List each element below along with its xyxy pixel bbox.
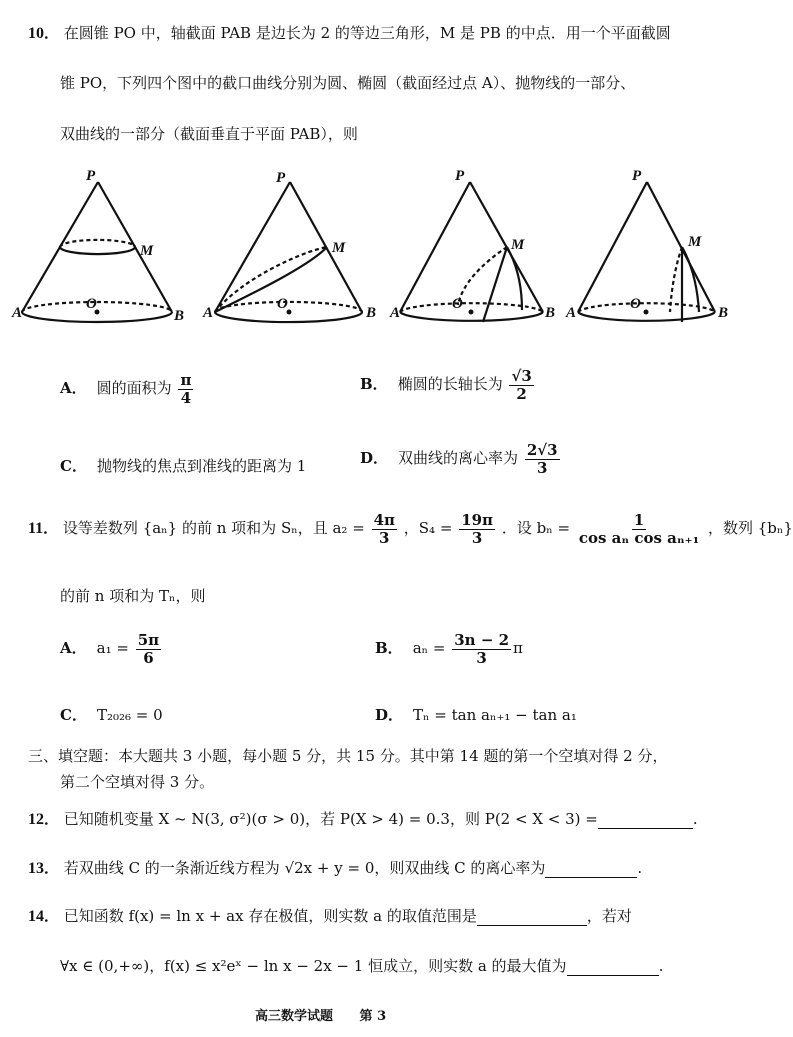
q13-answer-blank[interactable] — [545, 859, 637, 878]
fig2-label-m: M — [332, 240, 346, 256]
q13: 13． 若双曲线 C 的一条渐近线方程为 √2x + y = 0，则双曲线 C 的离心率为 . — [28, 859, 643, 877]
fig3-label-a: A — [390, 305, 401, 321]
fig3-label-b: B — [545, 305, 556, 321]
q14-answer-blank-1[interactable] — [477, 907, 587, 926]
fig2-label-b: B — [366, 305, 377, 321]
q10-text-1: 在圆锥 PO 中，轴截面 PAB 是边长为 2 的等边三角形，M 是 PB 的中点．用一个平面截圆 — [63, 24, 671, 42]
fig4-label-a: A — [566, 305, 577, 321]
q14-line1: 14． 已知函数 f(x) = ln x + ax 存在极值，则实数 a 的取值范围是 ，若对 — [28, 907, 632, 925]
fig4-label-p: P — [632, 168, 642, 184]
q10-line1: 10． 在圆锥 PO 中，轴截面 PAB 是边长为 2 的等边三角形，M 是 PB 的中点．用一个平面截圆 — [28, 24, 671, 42]
q10-line2: 锥 PO，下列四个图中的截口曲线分别为圆、椭圆（截面经过点 A）、抛物线的一部分、 — [60, 74, 636, 92]
fig1-label-o: O — [86, 296, 97, 312]
cone-figures — [0, 160, 768, 360]
fig4-label-o: O — [630, 296, 641, 312]
fig3-label-o: O — [452, 296, 463, 312]
q12: 12． 已知随机变量 X ~ N(3, σ²)(σ > 0)，若 P(X > 4) = 0.3，则 P(2 < X < 3) = . — [28, 810, 698, 828]
q10-option-c: C． 抛物线的焦点到准线的距离为 1 — [60, 457, 307, 475]
q14-answer-blank-2[interactable] — [567, 957, 659, 976]
fig2-label-o: O — [277, 296, 288, 312]
section3-heading-2: 第二个空填对得 3 分。 — [60, 773, 215, 791]
cone-figure-hyperbola — [578, 182, 715, 322]
fig4-label-b: B — [718, 305, 729, 321]
section3-heading: 三、填空题：本大题共 3 小题，每小题 5 分，共 15 分。其中第 14 题的第一个空填对得 2 分， — [28, 747, 668, 765]
q10-option-d: D． 双曲线的离心率为 $\frac{2√3}{3}$ — [360, 441, 558, 477]
fig2-label-a: A — [203, 305, 214, 321]
fig1-label-b: B — [174, 308, 185, 324]
q10-option-b: B． 椭圆的长轴长为 $\frac{√3}{2}$ — [360, 367, 532, 403]
q11-option-d: D． Tₙ = tan aₙ₊₁ − tan a₁ — [375, 706, 577, 724]
footer — [255, 1005, 386, 1024]
q12-answer-blank[interactable] — [598, 810, 693, 829]
fig3-label-m: M — [511, 237, 525, 253]
q11-line1: 11． 设等差数列 {aₙ} 的前 n 项和为 Sₙ，且 a₂ = $\frac{4\pi}{3}$ ，S₄ = $\frac{19\pi}{3}$ ．设 bₙ = $\frac{1}{\text{cos aₙ cos aₙ₊₁}}$ ，数列 {bₙ} — [28, 511, 793, 547]
q10-line3: 双曲线的一部分（截面垂直于平面 PAB），则 — [60, 125, 358, 143]
q10-option-a: A． 圆的面积为 $\frac{\pi}{4}$ — [60, 371, 192, 407]
fig1-label-a: A — [12, 305, 23, 321]
fig1-label-m: M — [140, 243, 154, 259]
q14-line2: ∀x ∈ (0,+∞)，f(x) ≤ x²eˣ − ln x − 2x − 1 恒成立，则实数 a 的最大值为 . — [60, 957, 664, 975]
q11-option-c: C． T₂₀₂₆ = 0 — [60, 706, 163, 724]
fig1-label-p: P — [86, 168, 96, 184]
q11-option-a: A． a₁ = $\frac{5\pi}{6}$ — [60, 631, 160, 667]
fig2-label-p: P — [276, 170, 286, 186]
footer-page: 第 3 — [359, 1009, 387, 1024]
footer-title: 高三数学试题 — [255, 1009, 334, 1024]
q11-option-b: B． aₙ = $\frac{3n - 2}{3}$ π — [375, 631, 523, 667]
fig4-label-m: M — [688, 234, 702, 250]
q11-line2: 的前 n 项和为 Tₙ，则 — [60, 587, 206, 605]
fig3-label-p: P — [455, 168, 465, 184]
q10-number: 10 — [28, 25, 44, 42]
